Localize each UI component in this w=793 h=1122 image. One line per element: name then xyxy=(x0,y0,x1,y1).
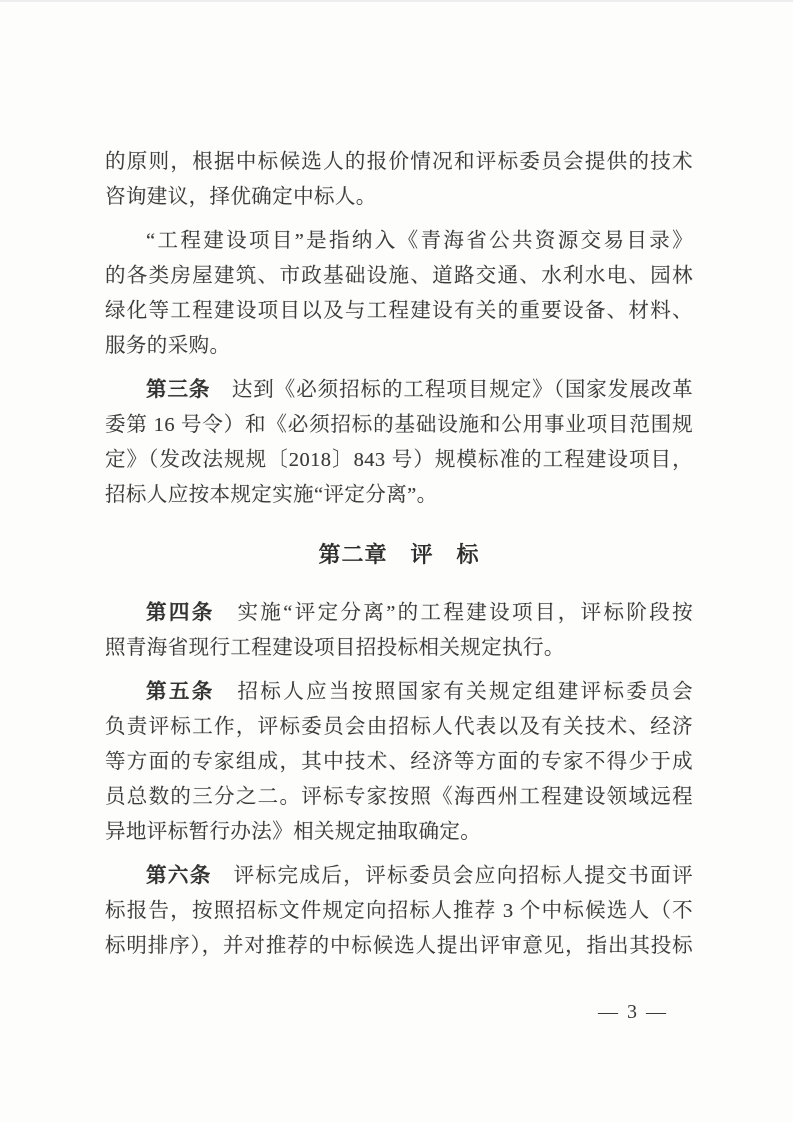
text-run: 实施“评定分离”的工程建设项目，评标阶段按 xyxy=(214,602,694,624)
text-run: 标报告，按照招标文件规定向招标人推荐 3 个中标候选人（不 xyxy=(105,900,693,922)
text-run: “工程建设项目”是指纳入《青海省公共资源交易目录》 xyxy=(146,230,693,252)
text-line xyxy=(105,259,693,294)
text-run: 的各类房屋建筑、市政基础设施、道路交通、水利水电、园林 xyxy=(105,265,693,287)
article-number: 第六条 xyxy=(146,865,212,887)
text-run: 招标人应按本规定实施“评定分离”。 xyxy=(105,484,438,506)
text-run: 招标人应当按照国家有关规定组建评标委员会 xyxy=(214,681,693,703)
text-line xyxy=(105,815,693,850)
paragraph xyxy=(105,675,693,850)
article-number: 第三条 xyxy=(146,379,211,401)
text-line xyxy=(105,894,693,929)
text-line xyxy=(105,294,693,329)
text-line xyxy=(105,329,693,364)
text-run: 服务的采购。 xyxy=(105,335,231,357)
chapter-heading: 第二章 评 标 xyxy=(318,542,480,567)
text-line xyxy=(105,224,693,259)
text-line xyxy=(105,596,693,631)
text-line xyxy=(105,478,693,513)
article-number: 第五条 xyxy=(146,681,215,703)
paragraph xyxy=(105,373,693,513)
text-line xyxy=(105,373,693,408)
text-line xyxy=(105,780,693,815)
text-line xyxy=(105,929,693,964)
text-line xyxy=(105,145,693,180)
text-line xyxy=(105,443,693,478)
text-line xyxy=(105,675,693,710)
text-line xyxy=(105,859,693,894)
text-run: 咨询建议，择优确定中标人。 xyxy=(105,186,377,208)
page-number: — 3 — xyxy=(598,1001,668,1023)
text-line xyxy=(105,631,693,666)
text-run: 委第 16 号令）和《必须招标的基础设施和公用事业项目范围规 xyxy=(105,414,693,436)
paragraph xyxy=(105,859,693,964)
text-run: 达到《必须招标的工程项目规定》（国家发展改革 xyxy=(210,379,694,401)
article-number: 第四条 xyxy=(146,602,215,624)
text-run: 的原则，根据中标候选人的报价情况和评标委员会提供的技术 xyxy=(105,151,693,173)
scan-edge-artifact xyxy=(0,0,793,2)
text-run: 员总数的三分之二。评标专家按照《海西州工程建设领域远程 xyxy=(105,786,693,808)
text-run: 等方面的专家组成，其中技术、经济等方面的专家不得少于成 xyxy=(105,751,693,773)
text-run: 绿化等工程建设项目以及与工程建设有关的重要设备、材料、 xyxy=(105,300,693,322)
text-line xyxy=(105,710,693,745)
text-line xyxy=(105,180,693,215)
paragraph xyxy=(105,596,693,666)
paragraph xyxy=(105,224,693,364)
paragraph xyxy=(105,145,693,215)
text-run: 照青海省现行工程建设项目招投标相关规定执行。 xyxy=(105,637,565,659)
text-run: 负责评标工作，评标委员会由招标人代表以及有关技术、经济 xyxy=(105,716,693,738)
text-run: 评标完成后，评标委员会应向招标人提交书面评 xyxy=(211,865,693,887)
text-run: 定》（发改法规规〔2018〕843 号）规模标准的工程建设项目， xyxy=(105,449,693,471)
text-run: 标明排序），并对推荐的中标候选人提出评审意见，指出其投标 xyxy=(105,935,693,957)
text-line xyxy=(105,745,693,780)
text-run: 异地评标暂行办法》相关规定抽取确定。 xyxy=(105,821,482,843)
document-body xyxy=(105,145,693,964)
text-line xyxy=(105,408,693,443)
